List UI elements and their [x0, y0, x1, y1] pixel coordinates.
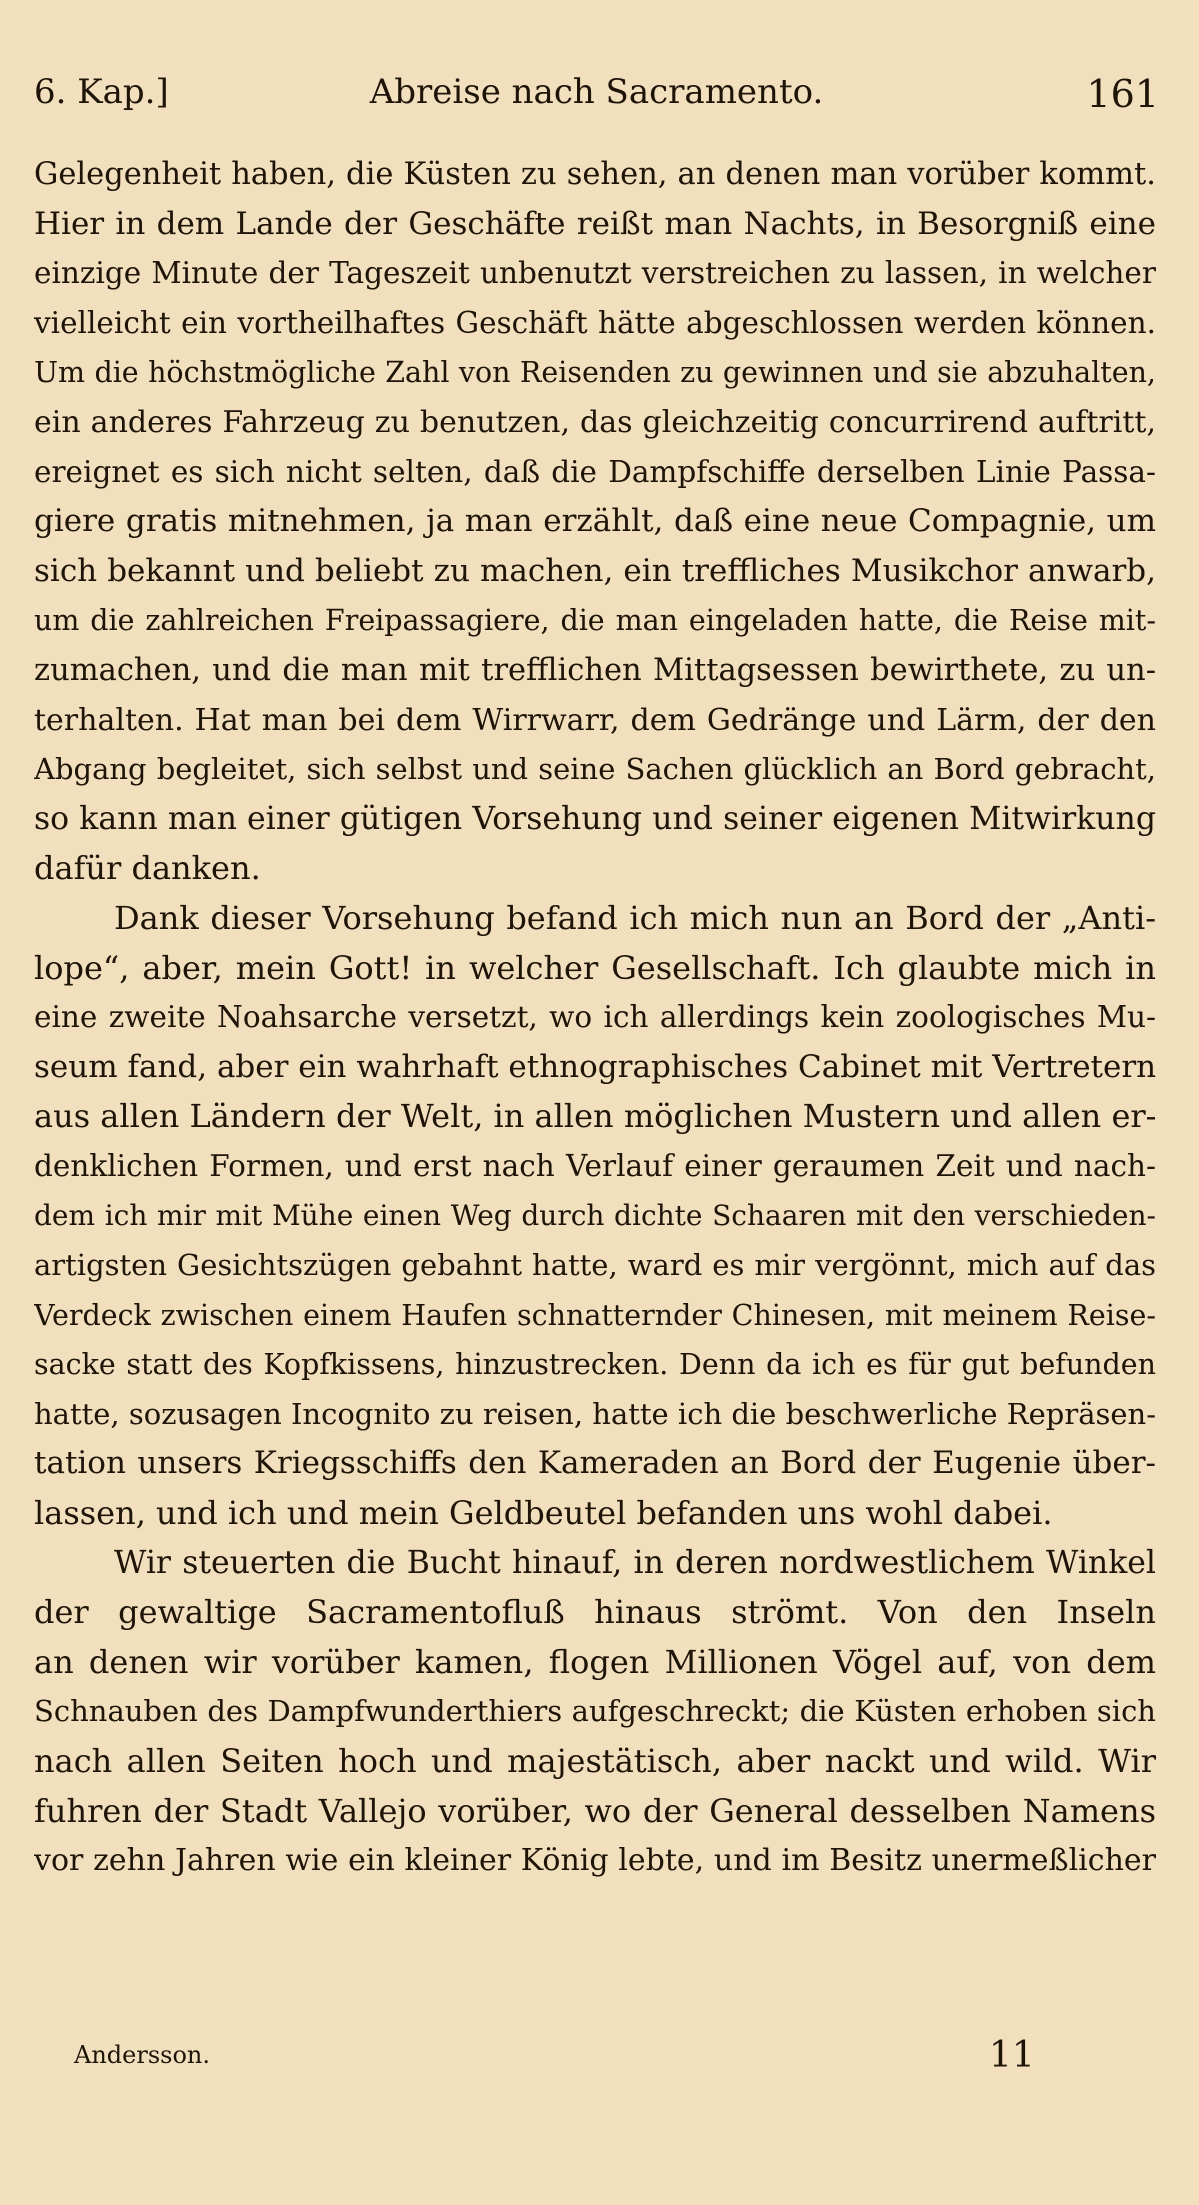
text-line: lassen, und ich und mein Geldbeutel befanden uns wohl dabei. — [34, 1494, 1053, 1533]
text-line: giere gratis mitnehmen, ja man erzählt, daß eine neue Compagnie, um — [34, 503, 1156, 540]
text-line: nach allen Seiten hoch und majestätisch, aber nackt und wild. Wir — [34, 1742, 1156, 1780]
text-line: terhalten. Hat man bei dem Wirrwarr, dem Gedränge und Lärm, der den — [34, 702, 1156, 738]
paragraph-start-line: Dank dieser Vorsehung befand ich mich nun an Bord der „Anti- — [114, 898, 1156, 937]
text-line: Abgang begleitet, sich selbst und seine Sachen glücklich an Bord gebracht, — [34, 752, 1156, 787]
text-line: dafür danken. — [34, 849, 261, 888]
text-line: so kann man einer gütigen Vorsehung und seiner eigenen Mitwirkung — [34, 800, 1156, 837]
text-line: einzige Minute der Tageszeit unbenutzt verstreichen zu lassen, in welcher — [34, 256, 1156, 291]
text-line: ein anderes Fahrzeug zu benutzen, das gleichzeitig concurrirend auftritt, — [34, 404, 1156, 440]
text-line: zumachen, und die man mit trefflichen Mittagsessen bewirthete, zu un- — [34, 652, 1156, 688]
text-line: Hier in dem Lande der Geschäfte reißt man Nachts, in Besorgniß eine — [34, 205, 1156, 242]
text-line: um die zahlreichen Freipassagiere, die man eingeladen hatte, die Reise mit- — [34, 604, 1156, 638]
text-line: Um die höchstmögliche Zahl von Reisenden zu gewinnen und sie abzuhalten, — [34, 356, 1156, 390]
text-line: fuhren der Stadt Vallejo vorüber, wo der General desselben Namens — [34, 1791, 1156, 1830]
paragraph-start-line: Wir steuerten die Bucht hinauf, in deren nordwestlichem Winkel — [114, 1544, 1156, 1581]
text-line: artigsten Gesichtszügen gebahnt hatte, ward es mir vergönnt, mich auf das — [34, 1248, 1156, 1283]
text-line: sacke statt des Kopfkissens, hinzustrecken. Denn da ich es für gut befunden — [34, 1348, 1156, 1382]
author-signature-mark: Andersson. — [74, 2041, 210, 2069]
text-line: Gelegenheit haben, die Küsten zu sehen, an denen man vorüber kommt. — [34, 157, 1156, 192]
text-line: tation unsers Kriegsschiffs den Kameraden an Bord der Eugenie über- — [34, 1445, 1156, 1482]
sheet-number: 11 — [989, 2035, 1035, 2076]
text-line: sich bekannt und beliebt zu machen, ein treffliches Musikchor anwarb, — [34, 552, 1156, 589]
text-line: Verdeck zwischen einem Haufen schnatternder Chinesen, mit meinem Reise- — [34, 1298, 1156, 1332]
running-header — [34, 72, 1159, 120]
body-text — [34, 150, 1156, 1886]
text-line: Schnauben des Dampfwunderthiers aufgeschreckt; die Küsten erhoben sich — [34, 1694, 1156, 1729]
page-footer — [34, 2035, 1159, 2079]
running-title: Abreise nach Sacramento. — [369, 72, 824, 112]
text-line: vor zehn Jahren wie ein kleiner König lebte, und im Besitz unermeßlicher — [34, 1843, 1156, 1879]
text-line: dem ich mir mit Mühe einen Weg durch dichte Schaaren mit den verschieden- — [34, 1199, 1156, 1233]
text-line: lope“, aber, mein Gott! in welcher Gesellschaft. Ich glaubte mich in — [34, 948, 1156, 987]
text-line: ereignet es sich nicht selten, daß die Dampfschiffe derselben Linie Passa- — [34, 454, 1156, 489]
text-line: aus allen Ländern der Welt, in allen möglichen Mustern und allen er- — [34, 1097, 1156, 1136]
chapter-label: 6. Kap.] — [34, 72, 169, 112]
text-line: vielleicht ein vortheilhaftes Geschäft hätte abgeschlossen werden können. — [34, 305, 1156, 340]
text-line: hatte, sozusagen Incognito zu reisen, hatte ich die beschwerliche Repräsen- — [34, 1396, 1156, 1431]
text-line: an denen wir vorüber kamen, flogen Millionen Vögel auf, von dem — [34, 1642, 1156, 1681]
text-line: denklichen Formen, und erst nach Verlauf einer geraumen Zeit und nach- — [34, 1148, 1156, 1183]
text-line: der gewaltige Sacramentofluß hinaus strömt. Von den Inseln — [34, 1593, 1156, 1632]
page-number: 161 — [1086, 72, 1159, 116]
text-line: eine zweite Noahsarche versetzt, wo ich allerdings kein zoologisches Mu- — [34, 1000, 1156, 1035]
text-line: seum fand, aber ein wahrhaft ethnographisches Cabinet mit Vertretern — [34, 1048, 1156, 1085]
